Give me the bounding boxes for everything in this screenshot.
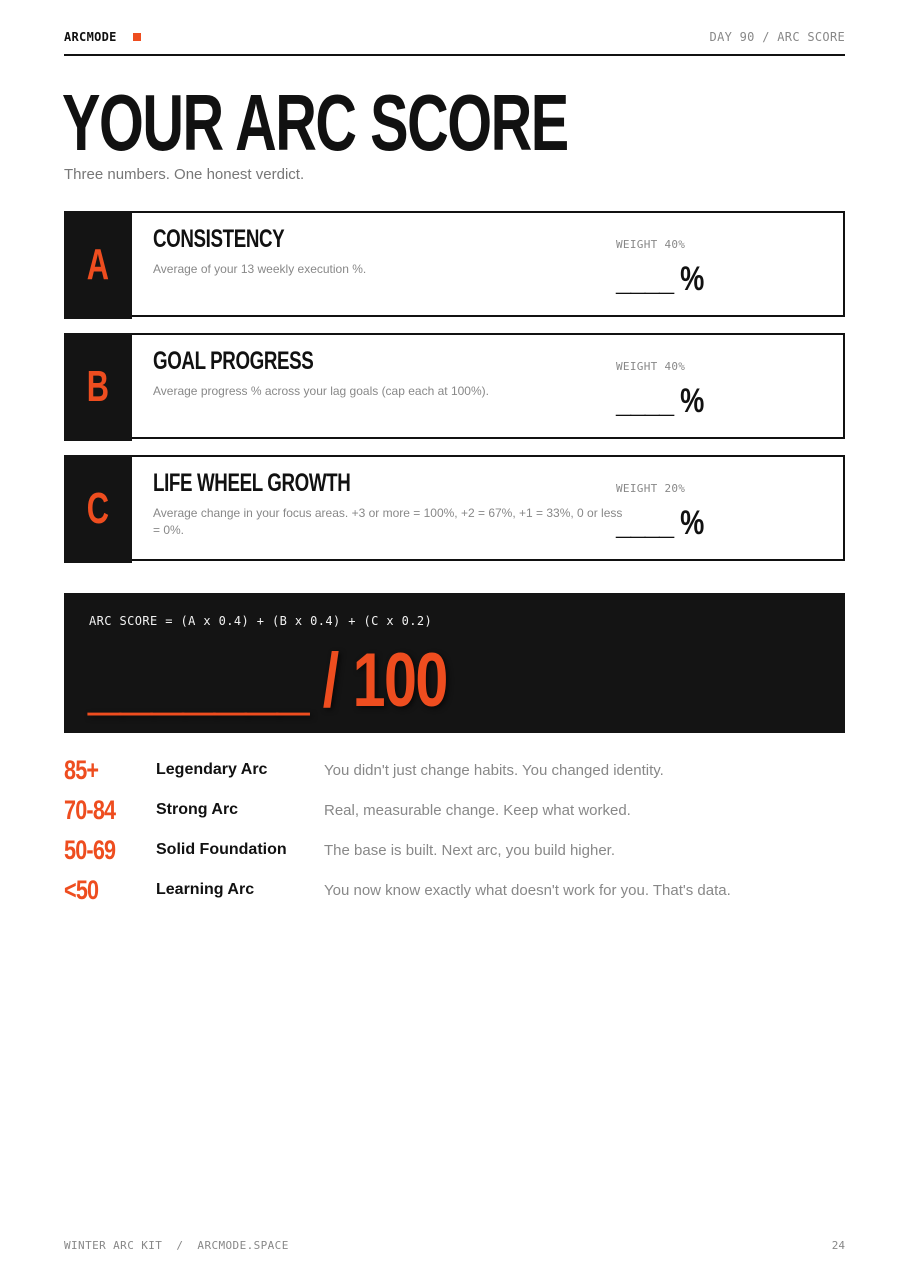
component-card-c bbox=[64, 455, 845, 561]
score-formula: ARC SCORE = (A x 0.4) + (B x 0.4) + (C x 0.2) bbox=[89, 614, 433, 628]
page-number: 24 bbox=[831, 1239, 845, 1252]
tier-description: Real, measurable change. Keep what worked. bbox=[324, 801, 631, 819]
brand-name: ARCMODE bbox=[64, 30, 117, 44]
component-score-blank: ____ % bbox=[616, 260, 704, 298]
component-letter: A bbox=[64, 211, 132, 319]
tier-row bbox=[64, 750, 845, 790]
component-card-b bbox=[64, 333, 845, 439]
component-score-blank: ____ % bbox=[616, 504, 704, 542]
page-title: YOUR ARC SCORE bbox=[62, 78, 568, 167]
arc-score-box bbox=[64, 593, 845, 733]
tier-range: 85+ bbox=[64, 754, 99, 785]
component-letter: C bbox=[64, 455, 132, 563]
tier-description: You now know exactly what doesn't work for you. That's data. bbox=[324, 881, 731, 899]
brand-square-icon bbox=[133, 33, 141, 41]
tier-description: The base is built. Next arc, you build higher. bbox=[324, 841, 615, 859]
tier-row bbox=[64, 790, 845, 830]
tier-range: 70-84 bbox=[64, 794, 116, 825]
tier-description: You didn't just change habits. You changed identity. bbox=[324, 761, 664, 779]
component-title: CONSISTENCY bbox=[153, 225, 285, 253]
component-description: Average of your 13 weekly execution %. bbox=[153, 262, 367, 276]
component-score-blank: ____ % bbox=[616, 382, 704, 420]
tier-name: Strong Arc bbox=[156, 801, 239, 818]
component-card-a bbox=[64, 211, 845, 317]
component-letter: B bbox=[64, 333, 132, 441]
component-description: Average change in your focus areas. +3 or more = 100%, +2 = 67%, +1 = 33%, 0 or less = 0%. bbox=[153, 506, 623, 537]
tier-name: Learning Arc bbox=[156, 881, 255, 898]
tier-row bbox=[64, 830, 845, 870]
brand bbox=[64, 30, 141, 44]
tier-range: <50 bbox=[64, 874, 99, 905]
component-weight: WEIGHT 40% bbox=[616, 360, 686, 373]
component-title: LIFE WHEEL GROWTH bbox=[153, 469, 351, 497]
tier-name: Legendary Arc bbox=[156, 761, 268, 778]
page-header bbox=[64, 30, 845, 56]
component-weight: WEIGHT 40% bbox=[616, 238, 686, 251]
tier-range: 50-69 bbox=[64, 834, 116, 865]
breadcrumb: DAY 90 / ARC SCORE bbox=[709, 30, 845, 44]
score-blank: _______ / 100 bbox=[88, 638, 447, 723]
score-tiers bbox=[64, 750, 845, 910]
page-subtitle: Three numbers. One honest verdict. bbox=[64, 166, 305, 183]
footer-text: WINTER ARC KIT / ARCMODE.SPACE bbox=[64, 1239, 289, 1252]
component-title: GOAL PROGRESS bbox=[153, 347, 314, 375]
component-description: Average progress % across your lag goals (cap each at 100%). bbox=[153, 384, 489, 398]
component-weight: WEIGHT 20% bbox=[616, 482, 686, 495]
tier-name: Solid Foundation bbox=[156, 841, 287, 858]
tier-row bbox=[64, 870, 845, 910]
